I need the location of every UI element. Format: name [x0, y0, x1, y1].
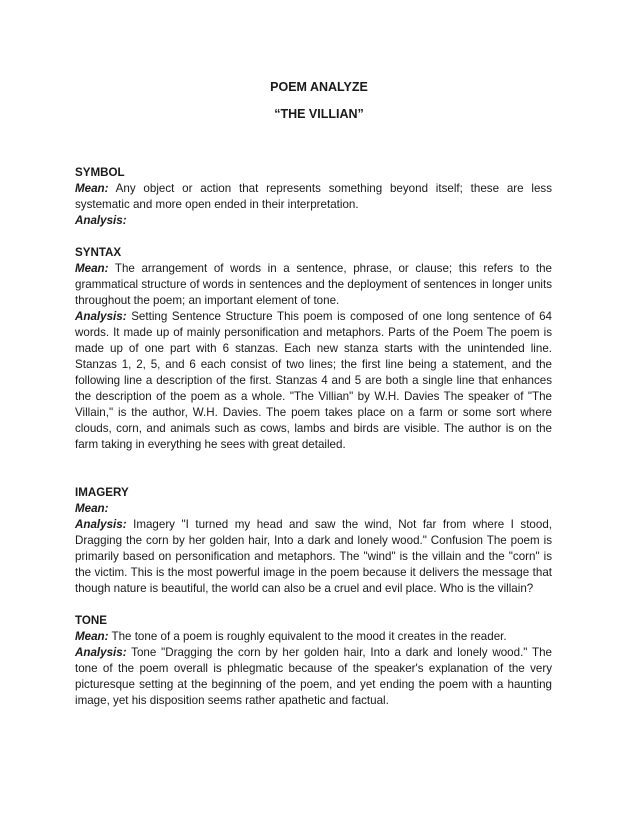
section-heading-tone: TONE [75, 614, 107, 627]
poem-title: “THE VILLIAN” [274, 107, 364, 121]
syntax-analysis [75, 309, 552, 453]
section-imagery [75, 485, 552, 597]
section-heading-imagery: IMAGERY [75, 486, 129, 499]
tone-analysis [75, 645, 552, 709]
imagery-mean [75, 501, 552, 517]
mean-label: Mean: [75, 630, 109, 643]
section-heading-symbol: SYMBOL [75, 166, 125, 179]
symbol-analysis [75, 213, 552, 229]
section-syntax [75, 245, 552, 453]
section-symbol [75, 165, 552, 229]
analysis-label: Analysis: [75, 646, 127, 659]
imagery-analysis [75, 517, 552, 597]
section-heading-syntax: SYNTAX [75, 246, 122, 259]
tone-mean-text: The tone of a poem is roughly equivalent to the mood it creates in the reader. [111, 630, 507, 643]
symbol-mean [75, 181, 552, 213]
analysis-label: Analysis: [75, 214, 127, 227]
section-tone [75, 613, 552, 709]
document-body [75, 165, 552, 709]
syntax-mean-text: The arrangement of words in a sentence, phrase, or clause; this refers to the grammatical structure of words in sentences and the deployment of sentences in longer units throughout the poem; an important element of tone. [75, 262, 553, 307]
mean-label: Mean: [75, 502, 109, 515]
syntax-mean [75, 261, 552, 309]
syntax-analysis-text: Setting Sentence Structure This poem is composed of one long sentence of 64 words. It made up of mainly personification and metaphors. Parts of the Poem The poem is made up of one part with 6 stanzas. Each new stanza starts with the unintended line. Stanzas 1, 2, 5, and 6 each consist of two lines; the first line being a statement, and the following line a description of the first. Stanzas 4 and 5 are both a single line that enhances the description of the poem as a whole. "The Villian" by W.H. Davies The speaker of "The Villain," is the author, W.H. Davies. The poem takes place on a farm or some sort where clouds, corn, and animals such as cows, lambs and birds are visible. The author is on the farm taking in everything he sees with great detailed. [75, 310, 552, 451]
page-title: POEM ANALYZE [270, 80, 368, 94]
tone-mean [75, 629, 552, 645]
mean-label: Mean: [75, 262, 109, 275]
imagery-analysis-text: Imagery "I turned my head and saw the wind, Not far from where I stood, Dragging the corn by her golden hair, Into a dark and lonely wood." Confusion The poem is primarily based on personification and metaphors. The "wind" is the villain and the "corn" is the victim. This is the most powerful image in the poem because it delivers the message that though nature is beautiful, the world can also be a cruel and evil place. Who is the villain? [75, 518, 552, 595]
analysis-label: Analysis: [75, 310, 127, 323]
tone-analysis-text: Tone "Dragging the corn by her golden hair, Into a dark and lonely wood." The tone of the poem overall is phlegmatic because of the speaker's explanation of the very picturesque setting at the beginning of the poem, and yet ending the poem with a haunting image, yet his disposition seems rather apathetic and factual. [75, 646, 552, 707]
symbol-mean-text: Any object or action that represents something beyond itself; these are less systematic and more open ended in their interpretation. [75, 182, 552, 211]
mean-label: Mean: [75, 182, 109, 195]
analysis-label: Analysis: [75, 518, 127, 531]
